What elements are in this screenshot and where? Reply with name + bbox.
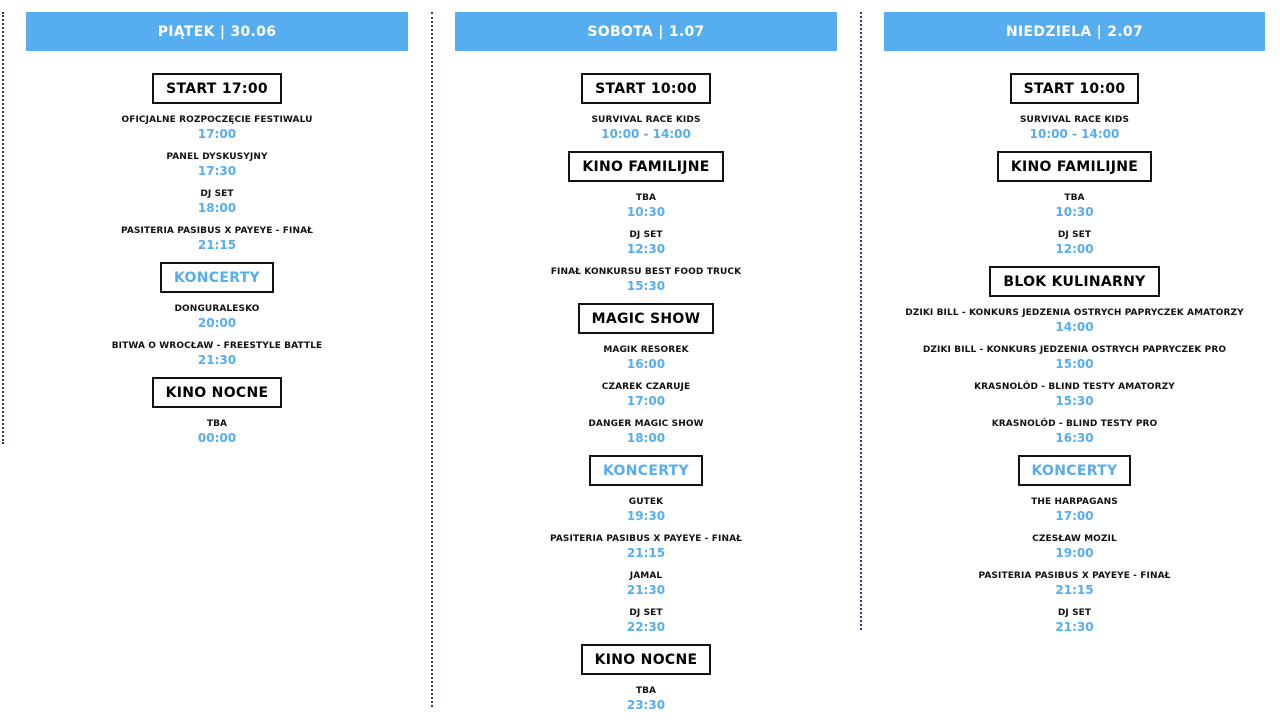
event-time: 15:30 [1055, 394, 1094, 408]
event-time: 17:00 [626, 394, 666, 408]
event-time: 10:00 - 14:00 [601, 127, 691, 141]
event-time: 16:00 [626, 357, 666, 371]
event-time: 17:00 [197, 127, 237, 141]
schedule-item [1055, 607, 1093, 634]
schedule-item [923, 344, 1226, 371]
event-time: 18:00 [197, 201, 237, 215]
section-heading: KINO NOCNE [152, 377, 283, 408]
schedule-item [591, 114, 700, 141]
event-name: SURVIVAL RACE KIDS [591, 115, 701, 125]
event-name: TBA [1064, 193, 1085, 203]
section-heading: KINO NOCNE [581, 644, 712, 675]
event-name: PASITERIA PASIBUS X PAYEYE - FINAŁ [978, 571, 1171, 581]
section-heading: BLOK KULINARNY [989, 266, 1159, 297]
schedule-item [198, 188, 236, 215]
schedule-item [978, 570, 1170, 597]
schedule-item [166, 151, 267, 178]
event-name: DJ SET [629, 230, 663, 240]
event-time: 10:30 [1055, 205, 1094, 219]
event-name: DZIKI BILL - KONKURS JEDZENIA OSTRYCH PAPRYCZEK PRO [922, 345, 1227, 355]
schedule-item [1055, 192, 1093, 219]
section-heading: KONCERTY [1018, 455, 1132, 486]
event-time: 21:30 [626, 583, 666, 597]
event-time: 12:00 [1055, 242, 1094, 256]
schedule-item [1032, 533, 1117, 560]
event-name: PASITERIA PASIBUS X PAYEYE - FINAŁ [549, 534, 743, 544]
event-name: MAGIK RESOREK [603, 345, 689, 355]
event-name: CZESŁAW MOZIL [1032, 534, 1117, 544]
schedule-item [121, 225, 313, 252]
event-name: PASITERIA PASIBUS X PAYEYE - FINAŁ [120, 226, 314, 236]
event-time: 19:30 [626, 509, 666, 523]
event-time: 21:15 [197, 238, 237, 252]
event-time: 19:00 [1055, 546, 1094, 560]
schedule-item [1055, 229, 1093, 256]
event-time: 15:00 [1055, 357, 1094, 371]
event-name: TBA [635, 686, 657, 696]
event-name: TBA [206, 419, 228, 429]
schedule-item [121, 114, 312, 141]
section-heading: MAGIC SHOW [578, 303, 715, 334]
event-name: OFICJALNE ROZPOCZĘCIE FESTIWALU [121, 115, 313, 125]
schedule-item [550, 533, 742, 560]
event-name: TBA [635, 193, 657, 203]
event-time: 00:00 [197, 431, 237, 445]
day-header: NIEDZIELA | 2.07 [884, 12, 1265, 51]
section-heading: START 17:00 [152, 73, 282, 104]
event-name: KRASNOLÓD - BLIND TESTY PRO [991, 419, 1158, 429]
schedule-item [588, 418, 703, 445]
schedule-item [627, 192, 665, 219]
event-time: 10:30 [626, 205, 666, 219]
event-name: BITWA O WROCŁAW - FREESTYLE BATTLE [111, 341, 323, 351]
event-name: DJ SET [1057, 608, 1092, 618]
event-time: 23:30 [626, 698, 666, 712]
event-time: 20:00 [197, 316, 237, 330]
schedule-item [603, 344, 688, 371]
section-heading: START 10:00 [581, 73, 711, 104]
event-name: DZIKI BILL - KONKURS JEDZENIA OSTRYCH PAPRYCZEK AMATORZY [905, 308, 1244, 318]
event-time: 16:30 [1055, 431, 1094, 445]
schedule-item [905, 307, 1244, 334]
event-time: 17:30 [197, 164, 237, 178]
schedule-item [602, 381, 691, 408]
schedule-item [992, 418, 1158, 445]
event-name: PANEL DYSKUSYJNY [166, 152, 268, 162]
event-time: 22:30 [626, 620, 666, 634]
schedule-item [627, 607, 665, 634]
section-heading: START 10:00 [1010, 73, 1140, 104]
schedule-item [112, 340, 323, 367]
event-time: 21:15 [626, 546, 666, 560]
day-header: SOBOTA | 1.07 [455, 12, 837, 51]
section-heading: KONCERTY [589, 455, 703, 486]
event-name: DONGURALESKO [174, 304, 260, 314]
event-time: 18:00 [626, 431, 666, 445]
event-time: 10:00 - 14:00 [1029, 127, 1120, 141]
day-column-friday [26, 12, 408, 455]
schedule-item [627, 496, 665, 523]
schedule-item [174, 303, 259, 330]
schedule-item [627, 685, 665, 712]
schedule-item [627, 229, 665, 256]
schedule-item [974, 381, 1175, 408]
event-name: DJ SET [200, 189, 234, 199]
event-time: 21:30 [1055, 620, 1094, 634]
section-heading: KINO FAMILIJNE [568, 151, 723, 182]
event-name: CZAREK CZARUJE [601, 382, 691, 392]
event-name: DJ SET [629, 608, 663, 618]
schedule-item [1031, 496, 1118, 523]
divider-2 [860, 12, 862, 630]
schedule-item [627, 570, 665, 597]
schedule-item [198, 418, 236, 445]
event-time: 12:30 [626, 242, 666, 256]
event-name: SURVIVAL RACE KIDS [1019, 115, 1130, 125]
event-time: 14:00 [1055, 320, 1094, 334]
section-heading: KINO FAMILIJNE [997, 151, 1152, 182]
day-column-sunday [884, 12, 1265, 644]
event-name: FINAŁ KONKURSU BEST FOOD TRUCK [550, 267, 742, 277]
event-name: GUTEK [628, 497, 664, 507]
event-name: THE HARPAGANS [1031, 497, 1118, 507]
day-column-saturday [455, 12, 837, 722]
schedule-item [1020, 114, 1129, 141]
schedule-item [551, 266, 741, 293]
event-name: DANGER MAGIC SHOW [588, 419, 704, 429]
section-heading: KONCERTY [160, 262, 274, 293]
event-time: 17:00 [1055, 509, 1094, 523]
event-time: 15:30 [626, 279, 666, 293]
divider-left-edge [2, 12, 4, 444]
day-header: PIĄTEK | 30.06 [26, 12, 408, 51]
event-name: KRASNOLÓD - BLIND TESTY AMATORZY [974, 382, 1175, 392]
divider-1 [431, 12, 433, 707]
event-name: JAMAL [629, 571, 663, 581]
event-time: 21:30 [197, 353, 237, 367]
event-time: 21:15 [1055, 583, 1094, 597]
event-name: DJ SET [1057, 230, 1092, 240]
